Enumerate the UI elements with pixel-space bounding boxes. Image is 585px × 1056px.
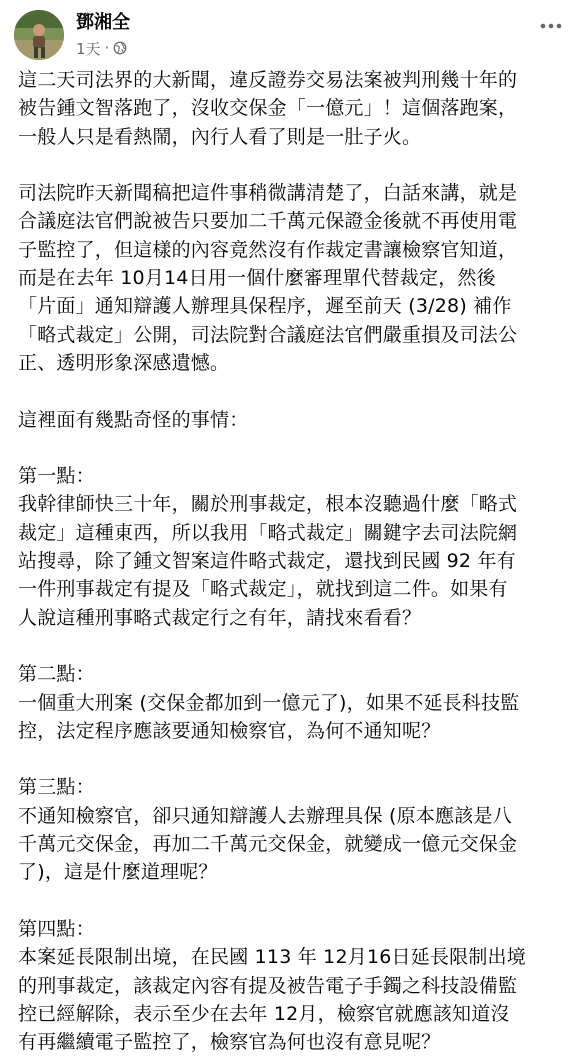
post-text-line: 「略式裁定」公開，司法院對合議庭法官們嚴重損及司法公 <box>18 323 518 346</box>
post-text-line: 不通知檢察官，卻只通知辯護人去辦理具保 (原本應該是八 <box>18 804 512 827</box>
post-text-line: 被告鍾文智落跑了，沒收交保金「一億元」！這個落跑案， <box>18 97 518 120</box>
paragraph-gap <box>18 745 574 773</box>
post-text-line: 這裡面有幾點奇怪的事情： <box>18 408 249 431</box>
more-options-icon <box>540 23 562 29</box>
avatar-photo <box>14 10 64 60</box>
post-text-line: 第一點： <box>18 465 95 488</box>
post-text <box>18 66 574 1056</box>
post-text-line: 本案延長限制出境，在民國 113 年 12月16日延長限制出境 <box>18 946 526 969</box>
post-text-line: 人說這種刑事略式裁定行之有年，請找來看看？ <box>18 606 422 629</box>
post-text-line: 一般人只是看熱鬧，內行人看了則是一肚子火。 <box>18 125 422 148</box>
post-text-line: 千萬元交保金，再加二千萬元交保金，就變成一億元交保金 <box>18 833 518 856</box>
author-name[interactable]: 鄧湘全 <box>76 12 130 33</box>
post-text-line: 正、透明形象深感遺憾。 <box>18 351 230 374</box>
post-text-line: 控，法定程序應該要通知檢察官，為何不通知呢？ <box>18 719 441 742</box>
post-text-line: 站搜尋，除了鍾文智案這件略式裁定，還找到民國 92 年有 <box>18 550 516 573</box>
post-text-line: 而是在去年 10月14日用一個什麼審理單代替裁定，然後 <box>18 267 496 290</box>
post-text-line: 司法院昨天新聞稿把這件事稍微講清楚了，白話來講，就是 <box>18 182 518 205</box>
meta-separator: · <box>104 39 110 57</box>
post-text-line: 我幹律師快三十年，關於刑事裁定，根本沒聽過什麼「略式 <box>18 493 518 516</box>
post-text-line: 子監控了，但這樣的內容竟然沒有作裁定書讓檢察官知道， <box>18 238 518 261</box>
post-text-line: 這二天司法界的大新聞，違反證券交易法案被判刑幾十年的 <box>18 69 518 91</box>
post-text-line: 合議庭法官們說被告只要加二千萬元保證金後就不再使用電 <box>18 210 518 233</box>
post-text-line: 有再繼續電子監控了，檢察官為何也沒有意見呢？ <box>18 1031 441 1054</box>
post-text-line: 第二點： <box>18 663 95 686</box>
post-header <box>14 10 571 64</box>
post-text-line: 「片面」通知辯護人辦理具保程序，遲至前天 (3/28) 補作 <box>18 295 512 318</box>
paragraph-gap <box>18 434 574 462</box>
paragraph-gap <box>18 151 574 179</box>
post-text-line: 了)，這是什麼道理呢？ <box>18 861 218 884</box>
post-meta <box>76 38 127 58</box>
post-text-line: 控已經解除，表示至少在去年 12月，檢察官就應該知道沒 <box>18 1002 510 1025</box>
paragraph-gap <box>18 632 574 660</box>
paragraph-gap <box>18 887 574 915</box>
more-options-button[interactable] <box>537 16 565 36</box>
post-time[interactable]: 1天 <box>76 39 101 58</box>
post-text-line: 第四點： <box>18 917 95 940</box>
post-text-line: 一件刑事裁定有提及「略式裁定」，就找到這二件。如果有 <box>18 578 508 601</box>
avatar[interactable] <box>14 10 64 60</box>
post-text-line: 的刑事裁定，該裁定內容有提及被告電子手鐲之科技設備監 <box>18 974 518 997</box>
post-text-line: 裁定」這種東西，所以我用「略式裁定」關鍵字去司法院網 <box>18 521 518 544</box>
globe-icon[interactable] <box>113 41 127 55</box>
post-text-line: 一個重大刑案 (交保金都加到一億元了)，如果不延長科技監 <box>18 691 520 714</box>
post-text-line: 第三點： <box>18 776 95 799</box>
paragraph-gap <box>18 377 574 405</box>
